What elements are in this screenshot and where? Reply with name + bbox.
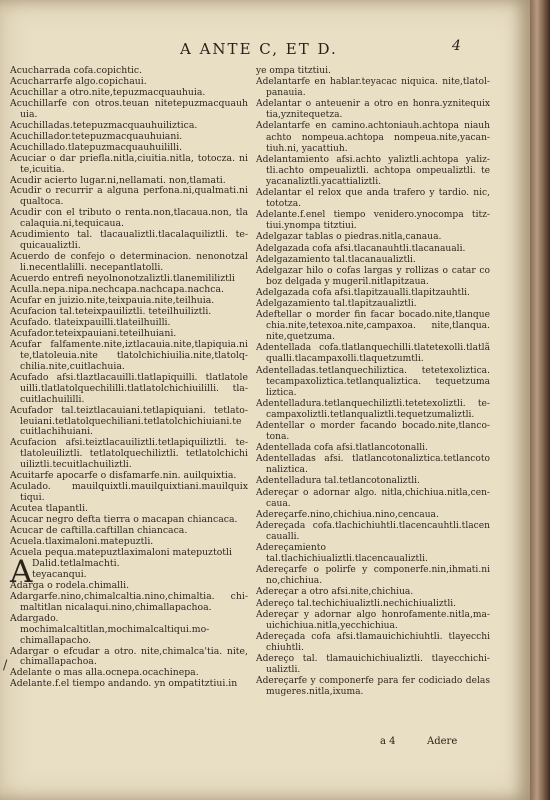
- dictionary-entry: Acufacion afsi.teiztlacauiliztli.tetlapiquiliztli. te-tlatoleuiliztli. tetlatolquechiliztli. tetlatolchichi uiliztli.tecuitlachuiliztli.: [10, 437, 248, 471]
- dictionary-entry: Adelantamiento afsi.achto yaliztli.achtopa yaliz-tli.achto ompeualiztli. achtopa ompeualiztli. te yacanaliztli.yacattializtli.: [256, 154, 490, 187]
- initial-entry-line: Dalid.tetlalmachti.: [32, 557, 120, 569]
- dictionary-entry: Acudir con el tributo o renta.non,tlacaua.non, tla calaquia.ni,tequicaua.: [10, 207, 248, 230]
- dictionary-entry: Adelantarfe en camino.achtoniauh.achtopa niauh achto nompeua.achtopa nompeua.nite,yacan-tiuh.ni, yacattiuh.: [256, 121, 490, 154]
- dictionary-entry: Adelgazar hilo o cofas largas y rollizas o catar co boz delgada y mugeril.nitlapitzaua.: [256, 265, 490, 287]
- dictionary-entry: Acufado. tlateixpauilli.tlateilhuilli.: [10, 316, 171, 328]
- dictionary-entry: Adereçar a otro afsi.nite,chichiua.: [256, 587, 414, 598]
- book-edge: [530, 0, 550, 800]
- dictionary-entry: Acuerdo entrefi neyolnonotzaliztli.tlanemililiztli: [10, 273, 235, 285]
- dictionary-entry: Acucar negro defta tierra o macapan chiancaca.: [10, 514, 238, 526]
- dictionary-entry: Acufacion tal.teteixpauiliztli. teteilhuiliztli.: [10, 305, 212, 317]
- dictionary-entry: Acufado afsi.tlaztlacauilli.tlatlapiquilli. tlatlatole uilli.tlatlatolquechililli.tlatlatolchichiuililli. tla-cuitlachuililli.: [10, 371, 248, 405]
- dictionary-entry: Acuchillador.tetepuzmacquauhuiani.: [10, 130, 183, 142]
- dictionary-entry: Adargar o efcudar a otro. nite,chimalca'tia. nite, chimallapachoa.: [10, 645, 248, 668]
- entries-block-1: [10, 66, 248, 559]
- dictionary-entry: Adelantar o anteuenir a otro en honra.yznitequix tia,yznitequetza.: [256, 99, 490, 121]
- dictionary-entry: Acufar falfamente.nite,iztlacauia.nite,tlapiquia.ni te,tlatoleuia.nite tlatolchichiuilia.nite,tlatolq-chilia.nite,cuitlachuia.: [10, 338, 248, 372]
- dictionary-entry: Adentellada cofa.tlatlanquechilli.tlatetexolli.tlatlã qualli.tlacampaxolli.tlaquetzumtli.: [256, 343, 490, 365]
- dictionary-entry: Adereçar y adornar algo honrofamente.nitla,ma-uichichiua.nitla,yecchichiua.: [256, 609, 490, 631]
- dictionary-entry: Acuitarfe apocarfe o disfamarfe.nin. auilquixtia.: [10, 470, 237, 482]
- dictionary-entry: Adargado. mochimalcaltitlan,mochimalcaltiqui.mo-chimallapacho.: [10, 612, 210, 646]
- dictionary-entry: Adereçada cofa.tlachichiuhtli.tlacencauhtli.tlacen caualli.: [256, 520, 490, 542]
- folio-number: 4: [452, 38, 461, 54]
- dictionary-entry: Adarga o rodela.chimalli.: [10, 579, 130, 591]
- dictionary-entry: Adelgazada cofa afsi.tlapitzaualli.tlapitzauhtli.: [256, 287, 470, 298]
- dictionary-entry: Adereçar o adornar algo. nitla,chichiua.nitla,cen-caua.: [256, 487, 490, 509]
- right-column: [256, 66, 490, 698]
- margin-mark: /: [3, 658, 8, 673]
- dictionary-entry: Acuerdo de confejo o determinacion. nenonotzal li.necentlalilli. necepantlatolli.: [10, 251, 248, 274]
- dictionary-entry: Acuciar o dar priefla.nitla,ciuitia.nitla, totocza. ni te,icuitia.: [10, 152, 248, 175]
- dictionary-entry: Adentelladura.tetlanquechiliztli.tetetexoliztli. te-campaxoliztli.tetlanqualiztli.tequetzumaliztli.: [256, 398, 490, 420]
- dictionary-entry: Adentellar o morder facando bocado.nite,tlanco-tona.: [256, 421, 490, 443]
- dictionary-entry: ye ompa titztiui.: [256, 66, 331, 76]
- dictionary-entry: Acudimiento tal. tlacaualiztli.tlacalaquiliztli. te-quicaualiztli.: [10, 229, 248, 252]
- left-column: [10, 66, 248, 690]
- dictionary-entry: Adentellada cofa afsi.tlatlancotonalli.: [256, 443, 428, 454]
- dictionary-entry: Adereçarfe.nino,chichiua.nino,cencaua.: [256, 509, 439, 520]
- signature-mark: a 4: [380, 736, 396, 747]
- dictionary-entry: Adentelladas afsi. tlatlancotonaliztica.tetlancoto naliztica.: [256, 454, 490, 476]
- dictionary-entry: Acudir o recurrir a alguna perfona.ni,qualmati.ni qualtoca.: [10, 185, 248, 208]
- dictionary-entry: Acuchillado.tlatepuzmacquauhuililli.: [10, 141, 183, 153]
- drop-cap: A: [10, 553, 33, 590]
- dictionary-entry: Acuchillar a otro.nite,tepuzmacquauhuia.: [10, 86, 206, 98]
- dictionary-entry: Aculla.nepa.nipa.nechcapa.nachcapa.nachca.: [10, 284, 224, 296]
- dictionary-entry: Adereçamiento tal.tlachichiualiztli.tlacencaualiztli.: [256, 543, 428, 565]
- dictionary-entry: Adelgazamiento tal.tlacanaualiztli.: [256, 254, 416, 265]
- dictionary-entry: Acuela.tlaximaloni.matepuztli.: [10, 535, 154, 547]
- dictionary-entry: Adereçarfe y componerfe para fer codiciado delas mugeres.nitla,ixuma.: [256, 676, 490, 698]
- dictionary-entry: Acuchillarfe con otros.teuan nitetepuzmacquauh uia.: [10, 97, 248, 120]
- running-head: A ANTE C, ET D.: [180, 40, 338, 58]
- dictionary-entry: Adentelladura tal.tetlancotonaliztli.: [256, 476, 420, 487]
- dictionary-entry: Acucharrada cofa.copichtic.: [10, 65, 143, 76]
- dictionary-entry: Acucharrarfe algo.copichaui.: [10, 75, 147, 87]
- dictionary-entry: Adeftellar o morder fin facar bocado.nite,tlanque chia.nite,tetexoa.nite,campaxoa. nite,tlanqua. nite,quetzuma.: [256, 310, 490, 343]
- dictionary-entry: Adelgazar tablas o piedras.nitla,canaua.: [256, 232, 442, 243]
- initial-entry-line: teyacanqui.: [32, 568, 87, 580]
- dictionary-entry: Acucar de caftilla.caftillan chiancaca.: [10, 525, 188, 537]
- dictionary-entry: Adargarfe.nino,chimalcaltia.nino,chimaltia. chi-maltitlan nicalaqui.nino,chimallapachoa.: [10, 590, 248, 613]
- dictionary-entry: Acuchilladas.tetepuzmacquauhuiliztica.: [10, 119, 198, 131]
- footer: [380, 736, 520, 750]
- dictionary-entry: Adelgazada cofa afsi.tlacanauhtli.tlacanauali.: [256, 243, 466, 254]
- entries-block-right: [256, 66, 490, 698]
- page-header: [0, 40, 530, 60]
- dictionary-entry: Adelgazamiento tal.tlapitzaualiztli.: [256, 298, 417, 309]
- entries-block-2: [10, 581, 248, 691]
- dictionary-entry: Adelante.f.el tiempo andando. yn ompatitztiui.in: [10, 678, 238, 690]
- dictionary-entry: Aculado. mauilquixtli.mauilquixtiani.mauilquix tiqui.: [10, 481, 248, 504]
- dictionary-entry: Adentelladas.tetlanquechiliztica. tetetexoliztica. tecampaxoliztica.tetlanqualiztica. tequetzuma liztica.: [256, 365, 490, 398]
- dictionary-entry: Acuela pequa.matepuztlaximaloni matepuztotli: [10, 546, 232, 558]
- dictionary-entry: Acudir acierto lugar.ni,nellamati. non,tlamati.: [10, 174, 226, 186]
- dictionary-entry: Acufador tal.teiztlacauiani.tetlapiquiani. tetlato-leuiani.tetlatolquechiliani.tetlatolchichiuiani.te cuitlachihuiani.: [10, 404, 248, 438]
- dictionary-entry: Adereçarfe o polirfe y componerfe.nin,ihmati.ni no,chichiua.: [256, 565, 490, 587]
- dictionary-entry: Adelante o mas alla.ocnepa.ocachinepa.: [10, 667, 199, 679]
- dictionary-entry: Adelante.f.enel tiempo venidero.ynocompa titz-tiui.ynompa titztiui.: [256, 210, 490, 232]
- dictionary-entry: Acufador.teteixpauiani.teteilhuiani.: [10, 327, 177, 339]
- dictionary-entry: Adelantar el relox que anda trafero y tardio. nic, tototza.: [256, 188, 490, 210]
- dictionary-entry: Acufar en juizio.nite,teixpauia.nite,teilhuia.: [10, 295, 215, 307]
- dictionary-entry: Acutea tlapantli.: [10, 503, 89, 515]
- catchword: Adere: [427, 736, 458, 747]
- dictionary-entry: Adereço tal.techichiualiztli.nechichiualiztli.: [256, 598, 457, 609]
- dictionary-entry: Adereçada cofa afsi.tlamauichichiuhtli. tlayecchi chiuhtli.: [256, 631, 490, 653]
- dictionary-entry: Adelantarfe en hablar.teyacac niquica. nite,tlatol-panauia.: [256, 77, 490, 99]
- dictionary-entry: Adereço tal. tlamauichichiualiztli. tlayecchichi-ualiztli.: [256, 653, 490, 676]
